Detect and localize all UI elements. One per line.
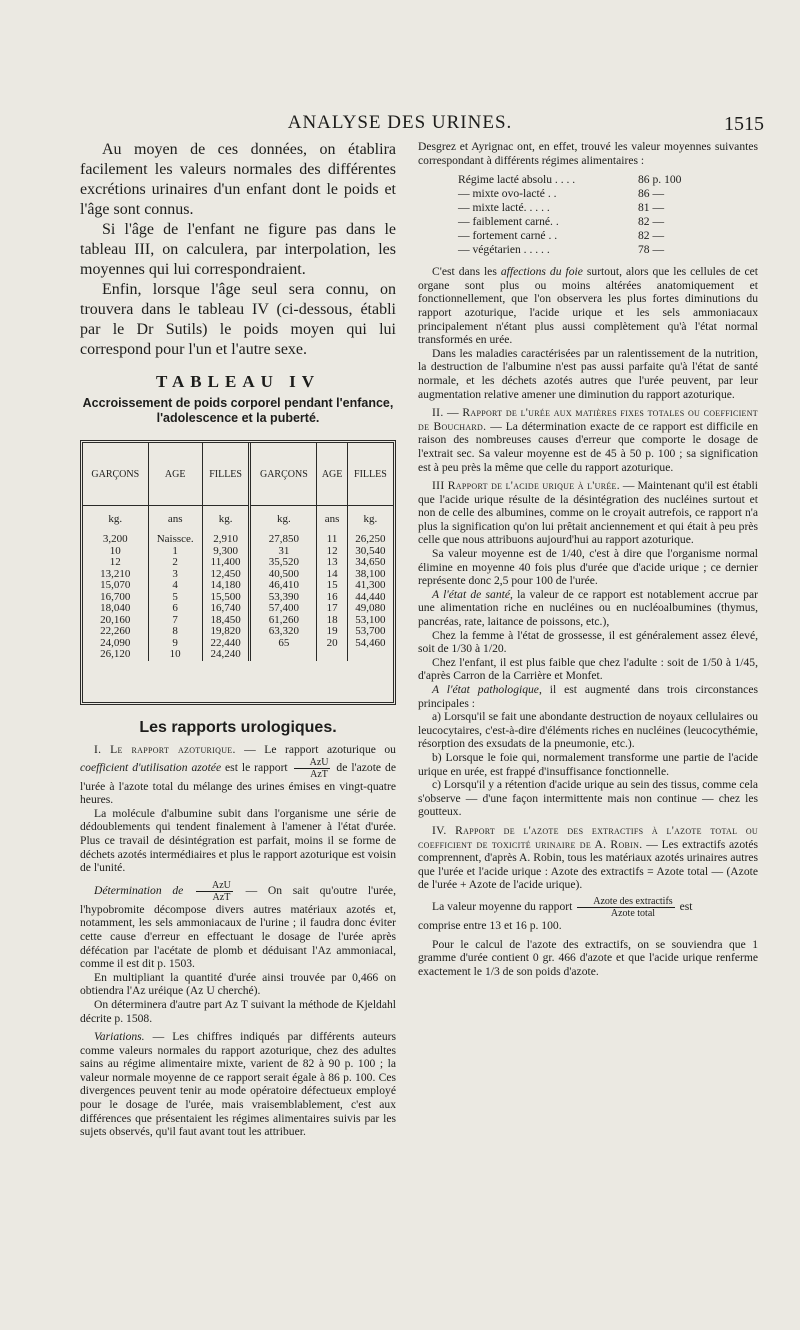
paragraph: On déterminera d'autre part Az T suivant la méthode de Kjeldahl décrite p. 1508. xyxy=(80,997,396,1025)
regime-label: — végétarien . . . . . xyxy=(458,243,550,257)
intro-paragraph: Enfin, lorsque l'âge seul sera connu, on trouvera dans le tableau IV (ci-dessous, établi par le Dr Sutils) le poids moyen qui lui correspond pour l'un et l'autre sexe. xyxy=(80,281,396,358)
list-item: a) Lorsqu'il se fait une abondante destruction de noyaux cellulaires ou leucocytaires, c'est-à-dire d'éléments riches en nucléines (leucocythémie, résorption des exsudats de la pneumonie, etc.). xyxy=(418,710,758,751)
unit-cell: ans xyxy=(148,506,202,535)
table-cell: 2,910 xyxy=(202,534,250,546)
table-cell: 18,040 xyxy=(83,603,148,615)
table-cell: 5 xyxy=(148,592,202,604)
paragraph: La molécule d'albumine subit dans l'organisme une série de dédoublements qui tendent finalement à l'amener à l'état d'urée. Plus ce travail de désintégration est parfait, moins il se forme de déchets azotés intermédiaires et plus le rapport azoturique est voisin de l'unité. xyxy=(80,806,396,875)
table-cell: 65 xyxy=(250,638,317,650)
italic-term: Variations. xyxy=(94,1030,145,1044)
paragraph: Chez l'enfant, il est plus faible que chez l'adulte : soit de 1/50 à 1/45, d'après Carron de la Carrière et Monfet. xyxy=(418,655,758,683)
text-run: , il est augmenté dans trois circonstances principales : xyxy=(418,683,758,710)
left-small-text xyxy=(80,743,396,1139)
table-cell: 6 xyxy=(148,603,202,615)
fraction-numerator: Azote des extractifs xyxy=(577,896,674,908)
column-header: AGE xyxy=(148,443,202,506)
italic-term: Détermination de xyxy=(94,883,184,897)
list-item: b) Lorsque le foie qui, normalement transforme une partie de l'acide urique en urée, est frappé d'insuffisance fonctionnelle. xyxy=(418,750,758,778)
text-run: — Les extractifs azotés comprennent, d'après A. Robin, tous les matériaux azotés urinaires autres que l'urée et l'acide urique : Azote des extractifs = Azote total — (Azote de l'urée + Azote de l'acide urique). xyxy=(418,837,758,892)
italic-term: A l'état pathologique xyxy=(432,683,539,696)
table-row xyxy=(83,626,393,638)
list-item: c) Lorsqu'il y a rétention d'acide urique au sein des tissus, comme cela s'observe — d'une façon intermittente mais non continue — chez les goutteux. xyxy=(418,778,758,819)
table-cell: 53,700 xyxy=(355,625,386,637)
table-cell xyxy=(317,649,347,661)
intro-text xyxy=(80,140,396,360)
table-cell: 20 xyxy=(317,638,347,650)
text-run: — La détermination exacte de ce rapport est difficile en raison des nombreuses causes d'erreur que comporte le dosage de l'extrait sec. Sa valeur moyenne est de 45 à 50 p. 100 ; sa signification est à peu près la même que celle du rapport azoturique. xyxy=(418,419,758,474)
table-cell: 12,450 xyxy=(202,569,250,581)
table-cell: 17 xyxy=(317,603,347,615)
rapport-heading: I. Le rapport azoturique. xyxy=(94,743,236,756)
table-cell: 2 xyxy=(148,557,202,569)
table-cell: 10 xyxy=(83,546,148,558)
table-cell: 16,740 xyxy=(202,603,250,615)
table-cell: 44,440 xyxy=(355,590,386,603)
fraction-numerator: AzU xyxy=(196,880,233,892)
regime-row xyxy=(458,187,758,201)
fraction-denominator: Azote total xyxy=(610,907,656,919)
tableau-title: TABLEAU IV xyxy=(155,372,321,391)
regime-row xyxy=(458,201,758,215)
table-cell: 20,160 xyxy=(83,615,148,627)
regime-value: 78 — xyxy=(638,243,665,257)
table-cell: 9,300 xyxy=(202,546,250,558)
table-cell: 26,250 xyxy=(355,533,386,545)
unit-cell: kg. xyxy=(363,513,378,526)
table-cell: 22,440 xyxy=(202,638,250,650)
text-run: La valeur moyenne du rapport xyxy=(432,900,573,914)
table-row xyxy=(83,580,393,592)
text-run: est xyxy=(679,900,693,914)
table-cell: 19 xyxy=(317,626,347,638)
table-cell: 4 xyxy=(148,580,202,592)
table-cell: 40,500 xyxy=(250,569,317,581)
rapport-heading: III Rapport de l'acide urique à l'urée. xyxy=(432,479,620,493)
table-cell: 14 xyxy=(317,569,347,581)
text-run: , la valeur de ce rapport est notablement accrue par une alimentation riche en nucléines ou en nucléoalbumines (thymus, pancréas, rate, laitance de poissons, etc.), xyxy=(418,587,758,629)
italic-term: coefficient d'utilisation azotée xyxy=(80,760,222,774)
table-cell: 14,180 xyxy=(202,580,250,592)
table-cell: 26,120 xyxy=(83,649,148,661)
table-cell: 19,820 xyxy=(202,626,250,638)
table-cell: 3,200 xyxy=(83,534,148,546)
table-cell: 16,700 xyxy=(83,592,148,604)
regime-label: — fortement carné . . xyxy=(458,229,558,243)
regime-value: 82 — xyxy=(638,215,665,229)
table-cell: 31 xyxy=(250,546,317,558)
table-cell: 35,520 xyxy=(250,557,317,569)
column-header: GARÇONS xyxy=(83,443,148,506)
table-cell: 12 xyxy=(83,557,148,569)
table-cell: Naissce. xyxy=(148,534,202,546)
rapport-bouchard-paragraph xyxy=(418,406,758,474)
table-cell: 49,080 xyxy=(355,602,386,614)
rapport-acide-urique-paragraph xyxy=(418,479,758,547)
table-cell: 3 xyxy=(148,569,202,581)
regime-row xyxy=(458,243,758,257)
text-run: de l'azote de l'urée à l'azote total du mélange des urines émises en vingt-quatre heures. xyxy=(80,760,396,807)
regime-label: Régime lacté absolu . . . . xyxy=(458,173,576,187)
pathologique-paragraph xyxy=(418,683,758,710)
regime-value: 82 — xyxy=(638,229,665,243)
italic-term: affections du foie xyxy=(500,265,583,279)
text-run: surtout, alors que les cellules de cet organe sont plus ou moins altérées anatomiquement et fonctionnellement, que l'on observera les plus fortes diminutions du rapport azoturique, l'acide urique et les sels ammoniacaux principalement n'étant plus aussi complètement qu'à l'état normal transformés en urée. xyxy=(418,265,758,347)
column-header: FILLES xyxy=(347,443,393,506)
fraction-denominator: AzT xyxy=(212,891,231,903)
table-cell: 61,260 xyxy=(250,615,317,627)
table-cell: 15,070 xyxy=(83,580,148,592)
table-cell: 34,650 xyxy=(355,556,386,568)
rapport-heading: IV. Rapport de l'azote des extractifs à l'azote total ou coefficient de toxicité urinaire de A. Robin. xyxy=(418,823,758,851)
regime-label: — faiblement carné. . xyxy=(458,215,559,229)
table-cell: 38,100 xyxy=(355,567,386,580)
fraction-numerator: AzU xyxy=(294,757,331,769)
table-cell: 8 xyxy=(148,626,202,638)
table-cell: 41,300 xyxy=(355,579,386,591)
table-cell: 18,450 xyxy=(202,615,250,627)
right-column xyxy=(418,140,758,978)
table-row xyxy=(83,557,393,569)
left-column xyxy=(80,140,396,1139)
paragraph: comprise entre 13 et 16 p. 100. xyxy=(418,918,562,932)
table-row xyxy=(83,603,393,615)
table-cell: 30,540 xyxy=(355,544,386,557)
determination-paragraph xyxy=(80,880,396,971)
table-cell: 13 xyxy=(317,557,347,569)
table-cell: 13,210 xyxy=(83,569,148,581)
paragraph: En multipliant la quantité d'urée ainsi trouvée par 0,466 on obtiendra l'Az uréique (Az U cherché). xyxy=(80,970,396,998)
table-cell: 7 xyxy=(148,615,202,627)
paragraph: Desgrez et Ayrignac ont, en effet, trouvé les valeur moyennes suivantes correspondant à différents régimes alimentaires : xyxy=(418,140,758,167)
table-cell: 16 xyxy=(317,592,347,604)
table-cell xyxy=(347,649,393,661)
paragraph: Dans les maladies caractérisées par un ralentissement de la nutrition, la destruction de l'albumine n'est pas aussi parfaite qu'à l'état de santé normale, et les déchets azotés autres que l'urée peuvent, par leur augmentation relative amener une diminution du rapport azoturique. xyxy=(418,346,758,401)
regime-row xyxy=(458,229,758,243)
regime-label: — mixte lacté. . . . . xyxy=(458,201,550,215)
weight-table-frame xyxy=(80,440,396,705)
fraction-extractifs xyxy=(577,896,674,919)
regime-value: 86 — xyxy=(638,187,665,201)
table-cell: 24,240 xyxy=(202,649,250,661)
text-run: est le rapport xyxy=(221,760,292,774)
italic-term: A l'état de santé xyxy=(432,587,510,601)
page-number: 1515 xyxy=(724,113,764,135)
table-row xyxy=(83,534,393,546)
text-run: — On sait qu'outre l'urée, l'hypobromite décompose divers autres matériaux azotés et, notamment, les sels ammoniacaux de l'urine ; il faudra donc éviter cette cause d'erreur en effectuant le dosage de l'urée après défécation par l'acétate de plomb et déduisant l'Az ammoniacal, comme il est dit p. 1503. xyxy=(80,883,396,971)
text-run: — Le rapport azoturique ou xyxy=(235,743,396,756)
sante-paragraph xyxy=(418,588,758,629)
regime-label: — mixte ovo-lacté . . xyxy=(458,187,557,201)
column-header: FILLES xyxy=(202,443,250,506)
table-cell: 53,390 xyxy=(250,592,317,604)
table-cell: 18 xyxy=(317,615,347,627)
table-cell xyxy=(250,649,317,661)
units-row xyxy=(83,506,393,535)
table-header-row xyxy=(83,443,393,506)
table-cell: 53,100 xyxy=(355,613,386,626)
table-cell: 22,260 xyxy=(83,626,148,638)
fraction-azu-azt xyxy=(196,880,233,903)
weight-table xyxy=(83,443,393,661)
regime-value: 86 p. 100 xyxy=(638,173,682,187)
paragraph: Pour le calcul de l'azote des extractifs, on se souviendra que 1 gramme d'urée contient 0 gr. 466 d'azote et que l'acide urique renferme exactement le 1/3 de son poids d'azote. xyxy=(418,937,758,978)
running-header: ANALYSE DES URINES. xyxy=(287,112,513,133)
table-cell: 57,400 xyxy=(250,603,317,615)
section-title: Les rapports urologiques. xyxy=(139,719,337,736)
paragraph: Chez la femme à l'état de grossesse, il est généralement assez élevé, soit de 1/30 à 1/20. xyxy=(418,628,758,656)
table-cell: 11 xyxy=(317,534,347,546)
regime-row xyxy=(458,173,758,187)
table-row xyxy=(83,649,393,661)
intro-paragraph: Si l'âge de l'enfant ne figure pas dans le tableau III, on calculera, par interpolation, les moyennes qui lui correspondraient. xyxy=(80,221,396,278)
table-cell: 10 xyxy=(148,649,202,661)
intro-paragraph: Au moyen de ces données, on établira facilement les valeurs normales des différentes excrétions urinaires d'un enfant dont le poids et l'âge sont connus. xyxy=(80,141,396,218)
regime-value: 81 — xyxy=(638,201,665,215)
regime-row xyxy=(458,215,758,229)
paragraph: Sa valeur moyenne est de 1/40, c'est à dire que l'organisme normal élimine en moyenne 40 fois plus d'urée que d'acide urique ; ce dernier représente donc 2,5 pour 100 de l'urée. xyxy=(418,547,758,588)
text-run: — Maintenant qu'il est établi que l'acide urique résulte de la désintégration des nucléines surtout et non de celle des albumines, comme on le croyait autrefois, ce rapport n'a plus la signification qu'on lui prêtait anciennement et qui était à peu près celle que nous attribuons aujourd'hui au rapport azoturique. xyxy=(418,479,758,547)
table-cell: 1 xyxy=(148,546,202,558)
table-cell: 15 xyxy=(317,580,347,592)
variations-paragraph xyxy=(80,1030,396,1139)
table-cell: 27,850 xyxy=(250,534,317,546)
table-cell: 15,500 xyxy=(202,592,250,604)
table-cell: 46,410 xyxy=(250,580,317,592)
column-header: GARÇONS xyxy=(250,443,317,506)
rapport-extractifs-paragraph xyxy=(418,824,758,892)
rapport-azoturique-paragraph xyxy=(80,743,396,807)
table-cell: 24,090 xyxy=(83,638,148,650)
unit-cell: kg. xyxy=(250,506,317,535)
regime-list xyxy=(458,173,758,257)
table-cell: 9 xyxy=(148,638,202,650)
valeur-moyenne-paragraph xyxy=(418,896,758,919)
foie-paragraph xyxy=(418,265,758,347)
table-body xyxy=(83,506,393,661)
fraction-azu-azt xyxy=(294,757,331,780)
tableau-caption: Accroissement de poids corporel pendant l'enfance, l'adolescence et la puberté. xyxy=(82,396,394,425)
fraction-denominator: AzT xyxy=(310,768,328,780)
unit-cell: kg. xyxy=(202,506,250,535)
table-cell: 54,460 xyxy=(355,636,386,649)
unit-cell: ans xyxy=(317,506,347,535)
unit-cell: kg. xyxy=(83,506,148,535)
table-cell: 12 xyxy=(317,546,347,558)
text-run: C'est dans les xyxy=(432,265,501,279)
table-cell: 63,320 xyxy=(250,626,317,638)
rapport-heading: II. — Rapport de l'urée aux matières fixes totales ou coefficient de Bouchard. xyxy=(418,406,758,433)
column-header: AGE xyxy=(317,443,347,506)
table-cell: 11,400 xyxy=(202,557,250,569)
text-run: — Les chiffres indiqués par différents auteurs comme valeurs normales du rapport azoturique, chez des adultes sains au régime alimentaire mixte, varient de 82 à 90 p. 100 ; la valeur normale moyenne de ce rapport serait égale à 86 p. 100. Ces divergences peuvent tenir au mode opératoire défectueux employé pour le dosage de l'urée, mais vraisemblablement, c'est aux différences que présentaient les régimes alimentaires suivis par les sujets observés, qu'il faut avant tout les attribuer. xyxy=(80,1030,396,1139)
